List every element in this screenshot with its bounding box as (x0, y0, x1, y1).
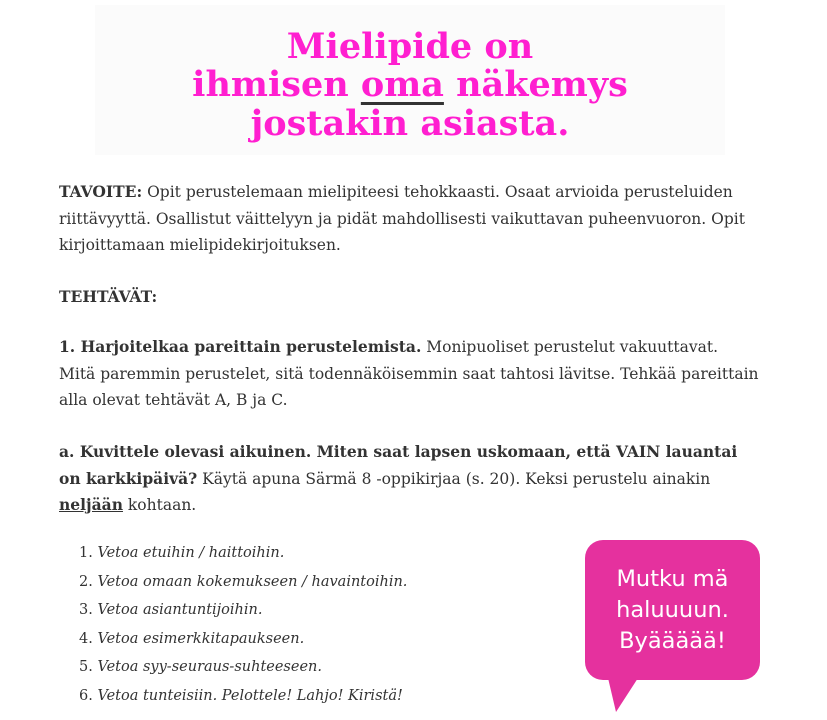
goal-text: Opit perustelemaan mielipiteesi tehokkaasti. Osaat arvioida perusteluiden riittävyyttä. Osallistut väittelyyn ja pidät mahdollisesti vaikuttavan puheenvuoron. Opit kirjoittamaan mielipidekirjoituksen. (59, 183, 745, 254)
title-line-3: jostakin asiasta. (250, 103, 570, 144)
list-item-number: 4. (79, 630, 93, 647)
list-item-text: Vetoa omaan kokemukseen / havaintoihin. (97, 573, 408, 590)
title-line-2-pre: ihmisen (192, 64, 361, 105)
list-item (79, 653, 407, 682)
task-a-heading: a. Kuvittele olevasi aikuinen. Miten saat lapsen uskomaan, että VAIN lauantai on karkkipäivä? (59, 442, 738, 488)
list-item (79, 682, 407, 711)
title-banner (95, 5, 725, 155)
list-item-text: Vetoa tunteisiin. Pelottele! Lahjo! Kiristä! (97, 687, 403, 704)
list-item-number: 5. (79, 659, 93, 675)
list-item-number: 3. (79, 602, 93, 618)
title-underlined-word: oma (360, 64, 444, 105)
title-line-2 (95, 65, 725, 105)
speech-bubble-tail (608, 678, 638, 712)
tasks-heading-label: TEHTÄVÄT: (59, 287, 158, 306)
goal-paragraph (59, 179, 759, 259)
list-item-text: Vetoa etuihin / haittoihin. (97, 545, 285, 561)
list-item (79, 539, 407, 568)
task-1-text: Monipuoliset perustelut vakuuttavat. Mitä paremmin perustelet, sitä todennäköisemmin saat tahtosi lävitse. Tehkää pareittain alla olevat tehtävät A, B ja C. (59, 338, 759, 409)
title-line-2-post: näkemys (443, 64, 628, 105)
speech-bubble (585, 540, 760, 680)
list-item-number: 6. (79, 687, 93, 704)
list-item (79, 568, 407, 597)
task-1-paragraph (59, 334, 759, 414)
task-1-heading: 1. Harjoitelkaa pareittain perustelemista. (59, 337, 422, 356)
task-a-text: Käytä apuna Särmä 8 -oppikirjaa (s. 20). Keksi perustelu ainakin (197, 469, 711, 488)
goal-label: TAVOITE: (59, 182, 143, 201)
tasks-heading (59, 284, 759, 311)
list-item-number: 2. (79, 573, 93, 590)
task-a-underlined: neljään (59, 495, 123, 514)
title-line-1: Mielipide on (286, 26, 534, 67)
list-item (79, 625, 407, 654)
list-item-number: 1. (79, 545, 93, 561)
task-a-text-end: kohtaan. (122, 496, 197, 514)
task-a-paragraph (59, 439, 759, 519)
list-item-text: Vetoa syy-seuraus-suhteeseen. (97, 659, 322, 675)
speech-bubble-text: Mutku mä haluuuun. Byäääää! (616, 565, 729, 654)
list-item-text: Vetoa asiantuntijoihin. (97, 602, 263, 618)
appeal-list (79, 539, 407, 710)
list-item (79, 596, 407, 625)
list-item-text: Vetoa esimerkkitapaukseen. (97, 630, 305, 647)
